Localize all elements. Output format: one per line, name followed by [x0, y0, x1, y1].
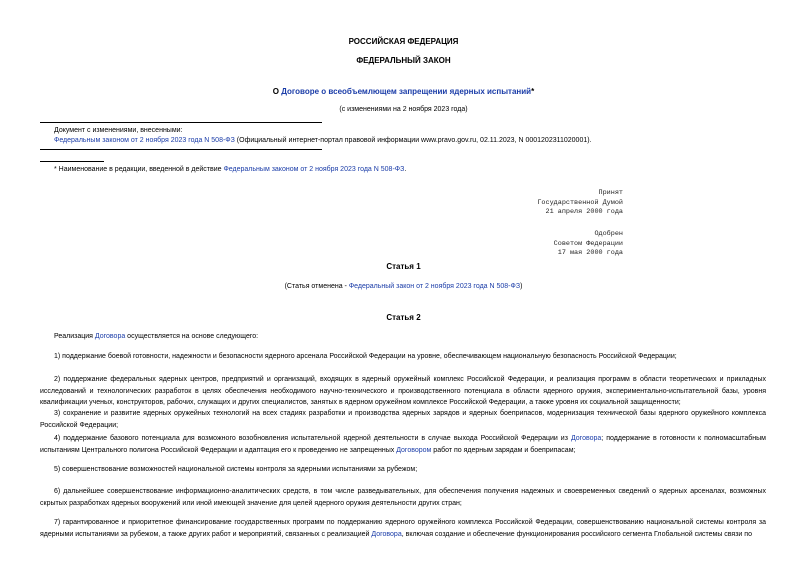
article-2-item-2	[40, 374, 766, 409]
item-4-middle: ; поддержание в готовности к полномасштабным испытаниям Центрального полигона Российской Федерации и адаптация его к проведению не запрещенных	[40, 435, 766, 454]
intro-prefix: Реализация	[54, 333, 95, 340]
approved-block	[554, 230, 623, 259]
item-2-text: 2) поддержание федеральных ядерных центров, предприятий и организаций, входящих в ядерный оружейный комплекс Российской Федерации, и реализация программ в области теоретических и прикладных исследований и технологических разработок в целях обеспечения необходимого научно-технического и производственного потенциала в области ядерного оружия, экспериментально-испытательной базы, уровня квалификации ученых, конструкторов, рабочих, служащих и других специалистов, занятых в ядерном оружейном комплексе Российской Федерации, а также уровня их социальной защищенности;	[40, 376, 766, 406]
amending-law-link[interactable]: Федеральным законом от 2 ноября 2023 года N 508-ФЗ	[54, 137, 235, 144]
item-7-suffix: , включая создание и обеспечение функционирования российского сегмента Глобальной системы связи по	[401, 530, 752, 538]
item-7-prefix: 7) гарантированное и приоритетное финансирование государственных программ по поддержанию ядерного оружейного комплекса Российской Федерации, совершенствованию национальной системы контроля за ядерными испытаниями за рубежом, а также других работ и мероприятий, связанных с реализацией	[40, 519, 766, 538]
article-2-item-4	[40, 433, 766, 456]
intro-suffix: осуществляется на основе следующего:	[125, 333, 259, 340]
divider-bottom	[40, 149, 322, 150]
title-footnote-mark: *	[531, 87, 535, 96]
approved-label: Одобрен	[594, 230, 623, 238]
article-1-repeal-link[interactable]: Федеральный закон от 2 ноября 2023 года N 508-ФЗ	[348, 283, 521, 290]
article-2-item-3	[40, 408, 766, 431]
article-2-intro	[40, 331, 766, 343]
article-1-note-prefix: (Статья отменена -	[284, 283, 349, 290]
footnote-prefix: * Наименование в редакции, введенной в действие	[54, 166, 224, 173]
item-6-text: 6) дальнейшее совершенствование информационно-аналитических средств, в том числе разведывательных, для обеспечения получения надежных и своевременных сведений о ядерных арсеналах, возможных скрытых разработках ядерных вооружений или иной имеющей значение для целей ядерного оружия деятельности других стран;	[40, 488, 766, 507]
adopted-body: Государственной Думой	[537, 198, 623, 207]
article-1-note-suffix: )	[520, 283, 523, 290]
item-5-text: 5) совершенствование возможностей национальной системы контроля за ядерными испытаниями за рубежом;	[54, 466, 418, 473]
approved-date: 17 мая 2000 года	[557, 249, 623, 257]
country-heading: РОССИЙСКАЯ ФЕДЕРАЦИЯ	[348, 37, 459, 46]
treaty-link-3[interactable]: Договором	[396, 446, 432, 454]
treaty-link-2[interactable]: Договора	[570, 435, 602, 442]
article-2-item-6	[40, 486, 766, 509]
footnote-suffix: .	[404, 166, 407, 173]
footnote	[54, 165, 406, 175]
adopted-label: Принят	[598, 189, 623, 197]
item-3-text: 3) сохранение и развитие ядерных оружейных технологий на всех стадиях разработки и производства ядерных зарядов и ядерных боеприпасов, модернизация технической базы ядерного оружейного комплекса Российской Федерации;	[40, 410, 766, 429]
item-4-suffix: работ по ядерным зарядам и боеприпасам;	[431, 446, 576, 454]
article-1-heading: Статья 1	[386, 262, 421, 271]
changes-source-line	[54, 136, 592, 146]
article-2-item-7	[40, 517, 766, 540]
changes-source: (Официальный интернет-портал правовой информации www.pravo.gov.ru, 02.11.2023, N 0001202311020001).	[234, 137, 592, 144]
footnote-divider	[40, 161, 104, 162]
title-prefix: О	[272, 87, 282, 96]
article-2-heading: Статья 2	[386, 313, 421, 322]
treaty-title-link[interactable]: Договоре о всеобъемлющем запрещении ядерных испытаний	[281, 87, 532, 96]
approved-body: Советом Федерации	[553, 239, 623, 248]
adopted-date: 21 апреля 2000 года	[545, 208, 623, 216]
item-1-text: 1) поддержание боевой готовности, надежности и безопасности ядерного арсенала Российской Федерации на уровне, обеспечивающем национальную безопасность Российской Федерации;	[54, 353, 677, 360]
treaty-link-4[interactable]: Договора	[371, 530, 402, 538]
adopted-block	[537, 189, 623, 218]
article-1-note	[0, 282, 807, 292]
treaty-link[interactable]: Договора	[94, 333, 126, 340]
law-type-heading: ФЕДЕРАЛЬНЫЙ ЗАКОН	[356, 56, 451, 65]
changes-intro: Документ с изменениями, внесенными:	[54, 127, 183, 134]
document-title	[0, 87, 807, 96]
article-2-item-1	[40, 351, 766, 363]
divider-top	[40, 122, 322, 123]
footnote-law-link[interactable]: Федеральным законом от 2 ноября 2023 года N 508-ФЗ	[223, 166, 405, 173]
amendments-note: (с изменениями на 2 ноября 2023 года)	[339, 106, 468, 113]
article-2-item-5	[40, 464, 766, 476]
item-4-prefix: 4) поддержание базового потенциала для возможного возобновления испытательной ядерной деятельности в случае выхода Российской Федерации из	[54, 435, 571, 442]
